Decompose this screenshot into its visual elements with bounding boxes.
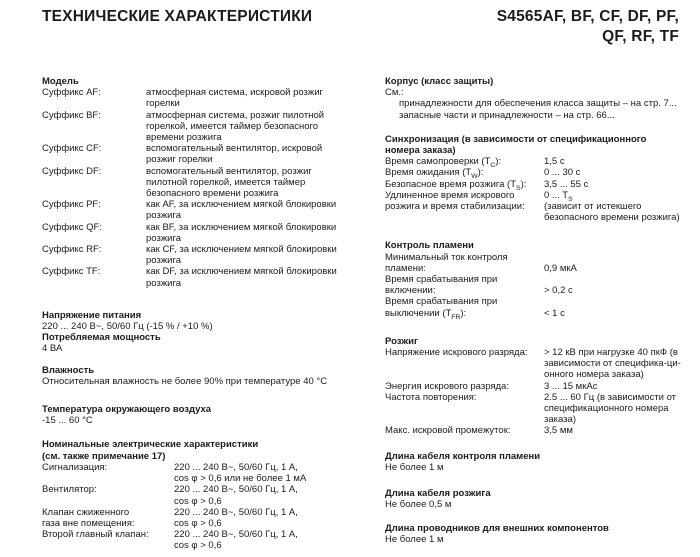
model-row-cf (42, 143, 351, 165)
ignition-row-spark-voltage (385, 347, 698, 381)
spec-value: вспомогательный вентилятор, розжиг пилотной горелкой, имеется таймер безопасного времени розжига (146, 165, 312, 200)
supply-voltage-heading: Напряжение питания (42, 309, 142, 321)
spec-value: как AF, за исключением мягкой блокировки розжига (146, 199, 337, 222)
ignition-row-spark-gap (385, 425, 698, 436)
spec-value (174, 529, 351, 551)
spec-value-line: 220 ... 240 В~, 50/60 Гц, 1 А, (174, 484, 298, 496)
section-synchronization (385, 134, 698, 224)
spec-value (544, 190, 698, 224)
model-heading: Модель (42, 76, 79, 87)
electrical-row-fan (42, 484, 351, 506)
spec-label: Вентилятор: (42, 484, 97, 496)
power-consumption-value: 4 ВА (42, 343, 63, 355)
model-row-pf (42, 199, 351, 221)
ambient-temperature-value: -15 ... 60 °C (42, 415, 93, 427)
spec-label: Суффикс AF: (42, 87, 101, 99)
sync-heading: Синхронизация (в зависимости от спецификационного номера заказа) (385, 133, 647, 157)
model-row-af (42, 87, 351, 109)
left-column (42, 76, 351, 552)
spec-value-line: cos φ > 0,6 или не более 1 мА (174, 473, 307, 485)
spec-value-line: cos φ > 0,6 (174, 495, 222, 507)
flame-control-heading: Контроль пламени (385, 240, 474, 252)
spec-value: как CF, за исключением мягкой блокировки розжига (146, 244, 337, 267)
electrical-row-second-valve (42, 529, 351, 551)
spec-value-line: cos φ > 0,6 (174, 540, 222, 552)
spec-label: Удлиненное время искрового розжига и время стабилизации: (385, 189, 525, 213)
section-humidity (42, 365, 351, 387)
flame-row-response-off (385, 296, 698, 321)
sync-row-wait (385, 167, 698, 181)
spec-value (174, 462, 351, 484)
section-flame-control (385, 240, 698, 321)
spec-value (174, 484, 351, 506)
spec-value: > 12 кВ при нагрузке 40 пкФ (в зависимости от специфика-ци-онного номера заказа) (544, 347, 681, 381)
ambient-temperature-heading: Температура окружающего воздуха (42, 404, 212, 416)
spec-label: Суффикс RF: (42, 244, 102, 256)
housing-item-spare-parts: запасные части и принадлежности – на стр. 66... (399, 109, 615, 121)
spec-label: Суффикс CF: (42, 143, 102, 155)
spec-label: Второй главный клапан: (42, 529, 149, 541)
spec-value-line: 220 ... 240 В~, 50/60 Гц, 1 А, (174, 529, 298, 541)
electrical-row-lpg-valve (42, 507, 351, 529)
housing-heading: Корпус (класс защиты) (385, 76, 494, 87)
spec-value-line: 0 ... $T_S$ (544, 189, 573, 203)
humidity-heading: Влажность (42, 364, 95, 376)
subscript: W (471, 173, 478, 181)
model-numbers-line2: QF, RF, TF (602, 28, 679, 45)
spec-label: Макс. искровой промежуток: (385, 425, 511, 437)
spec-value: > 0,2 с (544, 285, 573, 297)
spec-label: Суффикс QF: (42, 221, 102, 233)
spec-value-line: cos φ > 0,6 (174, 517, 222, 529)
spec-value: 3,5 мм (544, 425, 573, 437)
spec-value: 1,5 с (544, 156, 565, 168)
subscript: S (516, 184, 521, 192)
spec-label: Время срабатывания при выключении $(T_{FR})$: (385, 296, 498, 321)
spec-value: вспомогательный вентилятор, искровой розжиг горелки (146, 143, 323, 166)
section-external-wiring-length (385, 523, 698, 545)
spec-value: 2.5 ... 60 Гц (в зависимости от спецификационного номера заказа) (544, 391, 677, 426)
spec-label-line: Клапан сжиженного (42, 506, 130, 518)
spec-value-line: 220 ... 240 В~, 50/60 Гц, 1 А, (174, 461, 298, 473)
spec-value: атмосферная система, розжиг пилотной горелкой, имеется таймер безопасного времени розжига (146, 109, 325, 144)
spec-label-line: газа вне помещения: (42, 517, 135, 529)
external-wiring-value: Не более 1 м (385, 533, 444, 545)
housing-item-accessories: принадлежности для обеспечения класса защиты – на стр. 7... (399, 98, 677, 110)
sync-row-selfcheck (385, 156, 698, 170)
section-supply-voltage (42, 310, 351, 355)
ignition-row-spark-energy (385, 381, 698, 392)
right-column (385, 76, 698, 545)
subscript: S (568, 195, 573, 203)
section-model (42, 76, 351, 289)
section-ignition-cable-length (385, 488, 698, 510)
ignition-heading: Розжиг (385, 335, 418, 347)
flame-cable-value: Не более 1 м (385, 461, 444, 473)
power-consumption-heading: Потребляемая мощность (42, 332, 161, 344)
spec-value: 0 ... 30 с (544, 167, 581, 179)
model-numbers-line1: S4565AF, BF, CF, DF, PF, (496, 8, 679, 25)
spec-label: Минимальный ток контроля пламени: (385, 251, 508, 274)
model-row-qf (42, 222, 351, 244)
spec-value: 0,9 мкА (544, 262, 577, 274)
spec-value: 3 ... 15 мкАс (544, 380, 598, 392)
spec-label (42, 507, 174, 529)
spec-value: 3,5 ... 55 с (544, 178, 589, 190)
section-housing (385, 76, 698, 121)
ignition-cable-value: Не более 0,5 м (385, 499, 452, 511)
external-wiring-heading: Длина проводников для внешних компонентов (385, 522, 609, 534)
spec-label: Суффикс TF: (42, 266, 101, 278)
model-row-bf (42, 110, 351, 144)
spec-value-line: 220 ... 240 В~, 50/60 Гц, 1 А, (174, 506, 298, 518)
sync-row-safety-time (385, 179, 698, 190)
spec-value-note: (зависит от истекшего безопасного времени розжига) (544, 201, 680, 224)
subscript: C (490, 162, 496, 170)
flame-row-response-on (385, 274, 698, 296)
spec-label: Безопасное время розжига $(T_S)$: (385, 178, 527, 192)
ignition-cable-heading: Длина кабеля розжига (385, 488, 491, 500)
section-ambient-temperature (42, 404, 351, 426)
model-row-tf (42, 266, 351, 288)
model-row-rf (42, 244, 351, 266)
housing-see: См.: (385, 87, 404, 99)
spec-label: Время срабатывания при включении: (385, 274, 498, 297)
electrical-subheading: (см. также примечание 17) (42, 450, 166, 462)
subscript: FR (451, 313, 461, 321)
flame-cable-heading: Длина кабеля контроля пламени (385, 450, 541, 462)
model-numbers (497, 7, 679, 47)
section-electrical-ratings (42, 439, 351, 551)
spec-label: Суффикс DF: (42, 165, 102, 177)
supply-voltage-value: 220 ... 240 В~, 50/60 Гц (-15 % / +10 %) (42, 321, 213, 333)
flame-row-min-current (385, 252, 698, 274)
spec-label: Суффикс PF: (42, 199, 101, 211)
sync-row-extended-spark (385, 190, 698, 224)
spec-label: Время самопроверки $(T_C)$: (385, 156, 502, 170)
spec-value: < 1 с (544, 307, 565, 319)
section-flame-cable-length (385, 451, 698, 473)
spec-label: Суффикс BF: (42, 109, 101, 121)
page-title: ТЕХНИЧЕСКИЕ ХАРАКТЕРИСТИКИ (42, 8, 313, 25)
spec-label: Сигнализация: (42, 461, 108, 473)
humidity-value: Относительная влажность не более 90% при температуре 40 °C (42, 375, 328, 387)
spec-value: атмосферная система, искровой розжиг горелки (146, 87, 324, 110)
electrical-heading: Номинальные электрические характеристики (42, 439, 259, 451)
electrical-row-alarm (42, 462, 351, 484)
spec-label: Время ожидания $(T_W)$: (385, 167, 484, 181)
spec-label: Частота повторения: (385, 391, 477, 403)
spec-value: как DF, за исключением мягкой блокировки розжига (146, 266, 337, 289)
spec-label: Напряжение искрового разряда: (385, 347, 528, 359)
spec-label: Энергия искрового разряда: (385, 380, 509, 392)
spec-value (174, 507, 351, 529)
section-ignition (385, 336, 698, 437)
spec-value: как BF, за исключением мягкой блокировки розжига (146, 221, 337, 244)
model-row-df (42, 166, 351, 200)
ignition-row-repetition-rate (385, 392, 698, 426)
